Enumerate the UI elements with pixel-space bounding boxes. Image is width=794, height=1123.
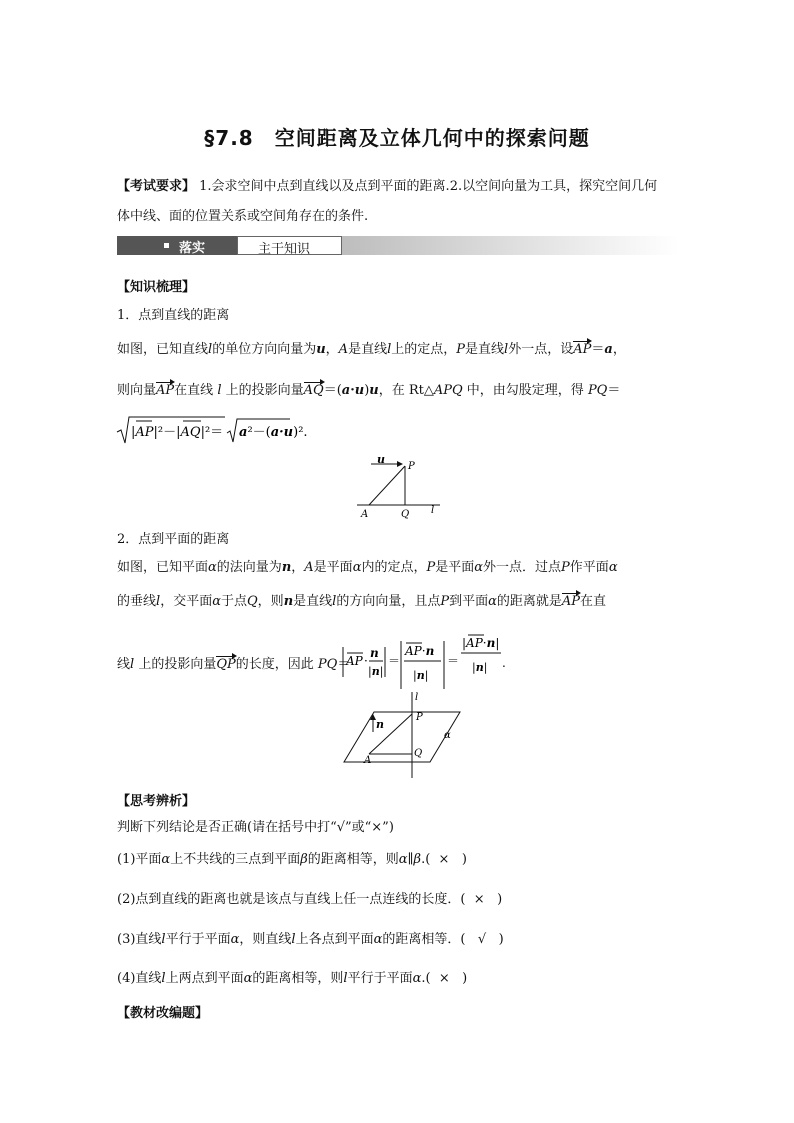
text: 线 [117, 657, 131, 672]
text: 是直线 [465, 342, 505, 357]
var-l: l [387, 342, 392, 357]
vector-AQ: AQ [303, 383, 324, 398]
figure-point-to-plane [340, 690, 470, 780]
item1-line1: 如图，已知直线l的单位方向向量为u，A是直线l上的定点，P是直线l外一点，设AP＝a， [117, 342, 626, 357]
var-P: P [456, 342, 466, 357]
svg-text:|n|: |n| [413, 669, 429, 682]
text: 在直 [580, 594, 607, 609]
text: ＝ [337, 657, 351, 672]
text: (4)直线 [117, 971, 162, 986]
vector-AP: AP [573, 342, 592, 357]
text: 如图，已知平面 [117, 560, 209, 575]
text: 的方向向量，且点 [336, 594, 441, 609]
text: 内的定点， [361, 560, 427, 575]
text: 上的投影向量 [138, 657, 217, 672]
thinking-item-4: (4)直线l上两点到平面α的距离相等，则l平行于平面α.( × ) [117, 971, 468, 986]
fig2-label-alpha: α [444, 730, 451, 741]
text: 作平面 [569, 560, 609, 575]
fig2-label-A: A [364, 755, 372, 766]
svg-text:|n|: |n| [368, 665, 384, 678]
var-l: l [208, 342, 213, 357]
fig1-label-l: l [431, 505, 435, 516]
text: ) [497, 892, 503, 907]
text: 的距离相等，则 [252, 971, 344, 986]
text: 上两点到平面 [165, 971, 244, 986]
text: (2)点到直线的距离也就是该点与直线上任一点连线的长度．( [117, 892, 466, 907]
thinking-item-2 [117, 888, 502, 907]
fig1-label-A: A [361, 509, 369, 520]
section-gradient-bar [342, 236, 679, 255]
section-tab-light [237, 236, 342, 255]
text: ＝ [591, 342, 605, 357]
text: 上不共线的三点到平面 [170, 852, 301, 867]
exam-requirements [117, 172, 682, 232]
text: 的距离相等，则 [307, 852, 399, 867]
requirements-text-1: 1.会求空间中点到直线以及点到平面的距离.2.以空间向量为工具，探究空间几何 [199, 179, 658, 194]
text: 上各点到平面 [295, 932, 374, 947]
text: 的法向量为 [216, 560, 282, 575]
text: ，在 Rt△ [378, 383, 434, 398]
svg-text:n: n [370, 646, 379, 660]
var-l: l [217, 383, 222, 398]
distance-formula [341, 633, 511, 693]
section-tab-dark [117, 236, 237, 255]
text: 在直线 [174, 383, 214, 398]
svg-text:|n|: |n| [472, 661, 488, 674]
thinking-item-3: (3)直线l平行于平面α，则直线l上各点到平面α的距离相等．( √ ) [117, 932, 504, 947]
page-title: §7.8 空间距离及立体几何中的探索问题 [204, 126, 590, 150]
text: .( [421, 971, 431, 986]
text: 于点 [220, 594, 247, 609]
answer-mark: × [473, 892, 485, 907]
text: 是平面 [435, 560, 475, 575]
fig2-label-P: P [416, 712, 423, 723]
text: 是直线 [293, 594, 333, 609]
text: ) [461, 852, 467, 867]
text: ) [462, 971, 468, 986]
text: ) [498, 932, 504, 947]
var-a: a [604, 342, 613, 357]
textbook-label: 【教材改编题】 [117, 1006, 209, 1021]
vector-AP: AP [156, 383, 175, 398]
text: 如图，已知直线 [117, 342, 209, 357]
text: 是直线 [348, 342, 388, 357]
section-header [117, 236, 679, 255]
text: ，交平面 [160, 594, 213, 609]
text: 上的定点， [391, 342, 457, 357]
var-l: l [504, 342, 509, 357]
item1-heading: 1．点到直线的距离 [117, 308, 230, 323]
text: .( [421, 852, 431, 867]
text: 外一点．过点 [483, 560, 562, 575]
text: 外一点，设 [508, 342, 574, 357]
text: (3)直线 [117, 932, 162, 947]
text: 平行于平面 [347, 971, 413, 986]
fig1-label-u: u [377, 455, 385, 466]
svg-text:.: . [502, 656, 506, 670]
item2-line1: 如图，已知平面α的法向量为n，A是平面α内的定点，P是平面α外一点．过点P作平面α [117, 560, 618, 575]
sqrt-formula [115, 414, 315, 444]
thinking-label: 【思考辨析】 [117, 794, 196, 809]
answer-mark: √ [477, 932, 487, 947]
svg-text:|AP|²－|AQ|²＝: |AP|²－|AQ|²＝ [131, 425, 224, 440]
item1-formula [115, 414, 315, 448]
text: 的距离就是 [496, 594, 562, 609]
thinking-item-1: (1)平面α上不共线的三点到平面β的距离相等，则α∥β.( × ) [117, 852, 467, 867]
square-bullet-icon [164, 243, 169, 248]
text: ， [291, 560, 305, 575]
answer-mark: × [438, 852, 450, 867]
text: 则向量 [117, 383, 157, 398]
requirements-text-2: 体中线、面的位置关系或空间角存在的条件. [117, 209, 369, 224]
thinking-intro: 判断下列结论是否正确(请在括号中打“√”或“×”) [117, 820, 394, 835]
fig1-label-Q: Q [401, 509, 410, 520]
svg-text:|AP·n|: |AP·n| [462, 636, 500, 650]
section-light-label: 主干知识 [258, 242, 311, 257]
text: ，则直线 [239, 932, 292, 947]
item2-line2: 的垂线l，交平面α于点Q，则n是直线l的方向向量，且点P到平面α的距离就是AP在直 [117, 594, 607, 609]
item1-line2: 则向量AP在直线 l 上的投影向量AQ＝(a·u)u，在 Rt△APQ 中，由勾股定理，得 PQ＝ [117, 383, 621, 398]
svg-text:＝: ＝ [388, 654, 401, 668]
fig2-label-n: n [376, 718, 384, 731]
svg-text:·: · [364, 654, 368, 668]
fig2-label-l: l [415, 692, 419, 703]
text: ) [364, 383, 370, 398]
text: ，则 [257, 594, 284, 609]
requirements-label: 【考试要求】 [117, 179, 196, 194]
text: 平行于平面 [165, 932, 231, 947]
answer-mark: × [438, 971, 450, 986]
text: 的长度，因此 [235, 657, 314, 672]
svg-text:a²－(a·u)².: a²－(a·u)². [239, 425, 308, 440]
vector-QP: QP [216, 657, 236, 672]
text: 到平面 [449, 594, 489, 609]
svg-text:＝: ＝ [447, 654, 460, 668]
svg-text:AP·n: AP·n [405, 644, 435, 658]
text: ＝ [607, 383, 621, 398]
text: (1)平面 [117, 852, 162, 867]
figure-point-to-line [355, 455, 445, 525]
text: 的距离相等．( [382, 932, 466, 947]
knowledge-label: 【知识梳理】 [117, 280, 196, 295]
text: ＝( [323, 383, 342, 398]
text: 的单位方向向量为 [212, 342, 317, 357]
fig2-label-Q: Q [414, 748, 423, 759]
vector-AP: AP [561, 594, 581, 609]
var-A: A [338, 342, 349, 357]
section-dark-label: 落实 [179, 241, 206, 256]
text: 的垂线 [117, 594, 157, 609]
var-u: u [316, 342, 326, 357]
item2-heading: 2．点到平面的距离 [117, 532, 230, 547]
text: 上的投影向量 [225, 383, 304, 398]
text: ， [325, 342, 339, 357]
text: 是平面 [313, 560, 353, 575]
text: 中，由勾股定理，得 [462, 383, 588, 398]
svg-text:AP: AP [346, 654, 363, 668]
fig1-label-P: P [408, 461, 415, 472]
